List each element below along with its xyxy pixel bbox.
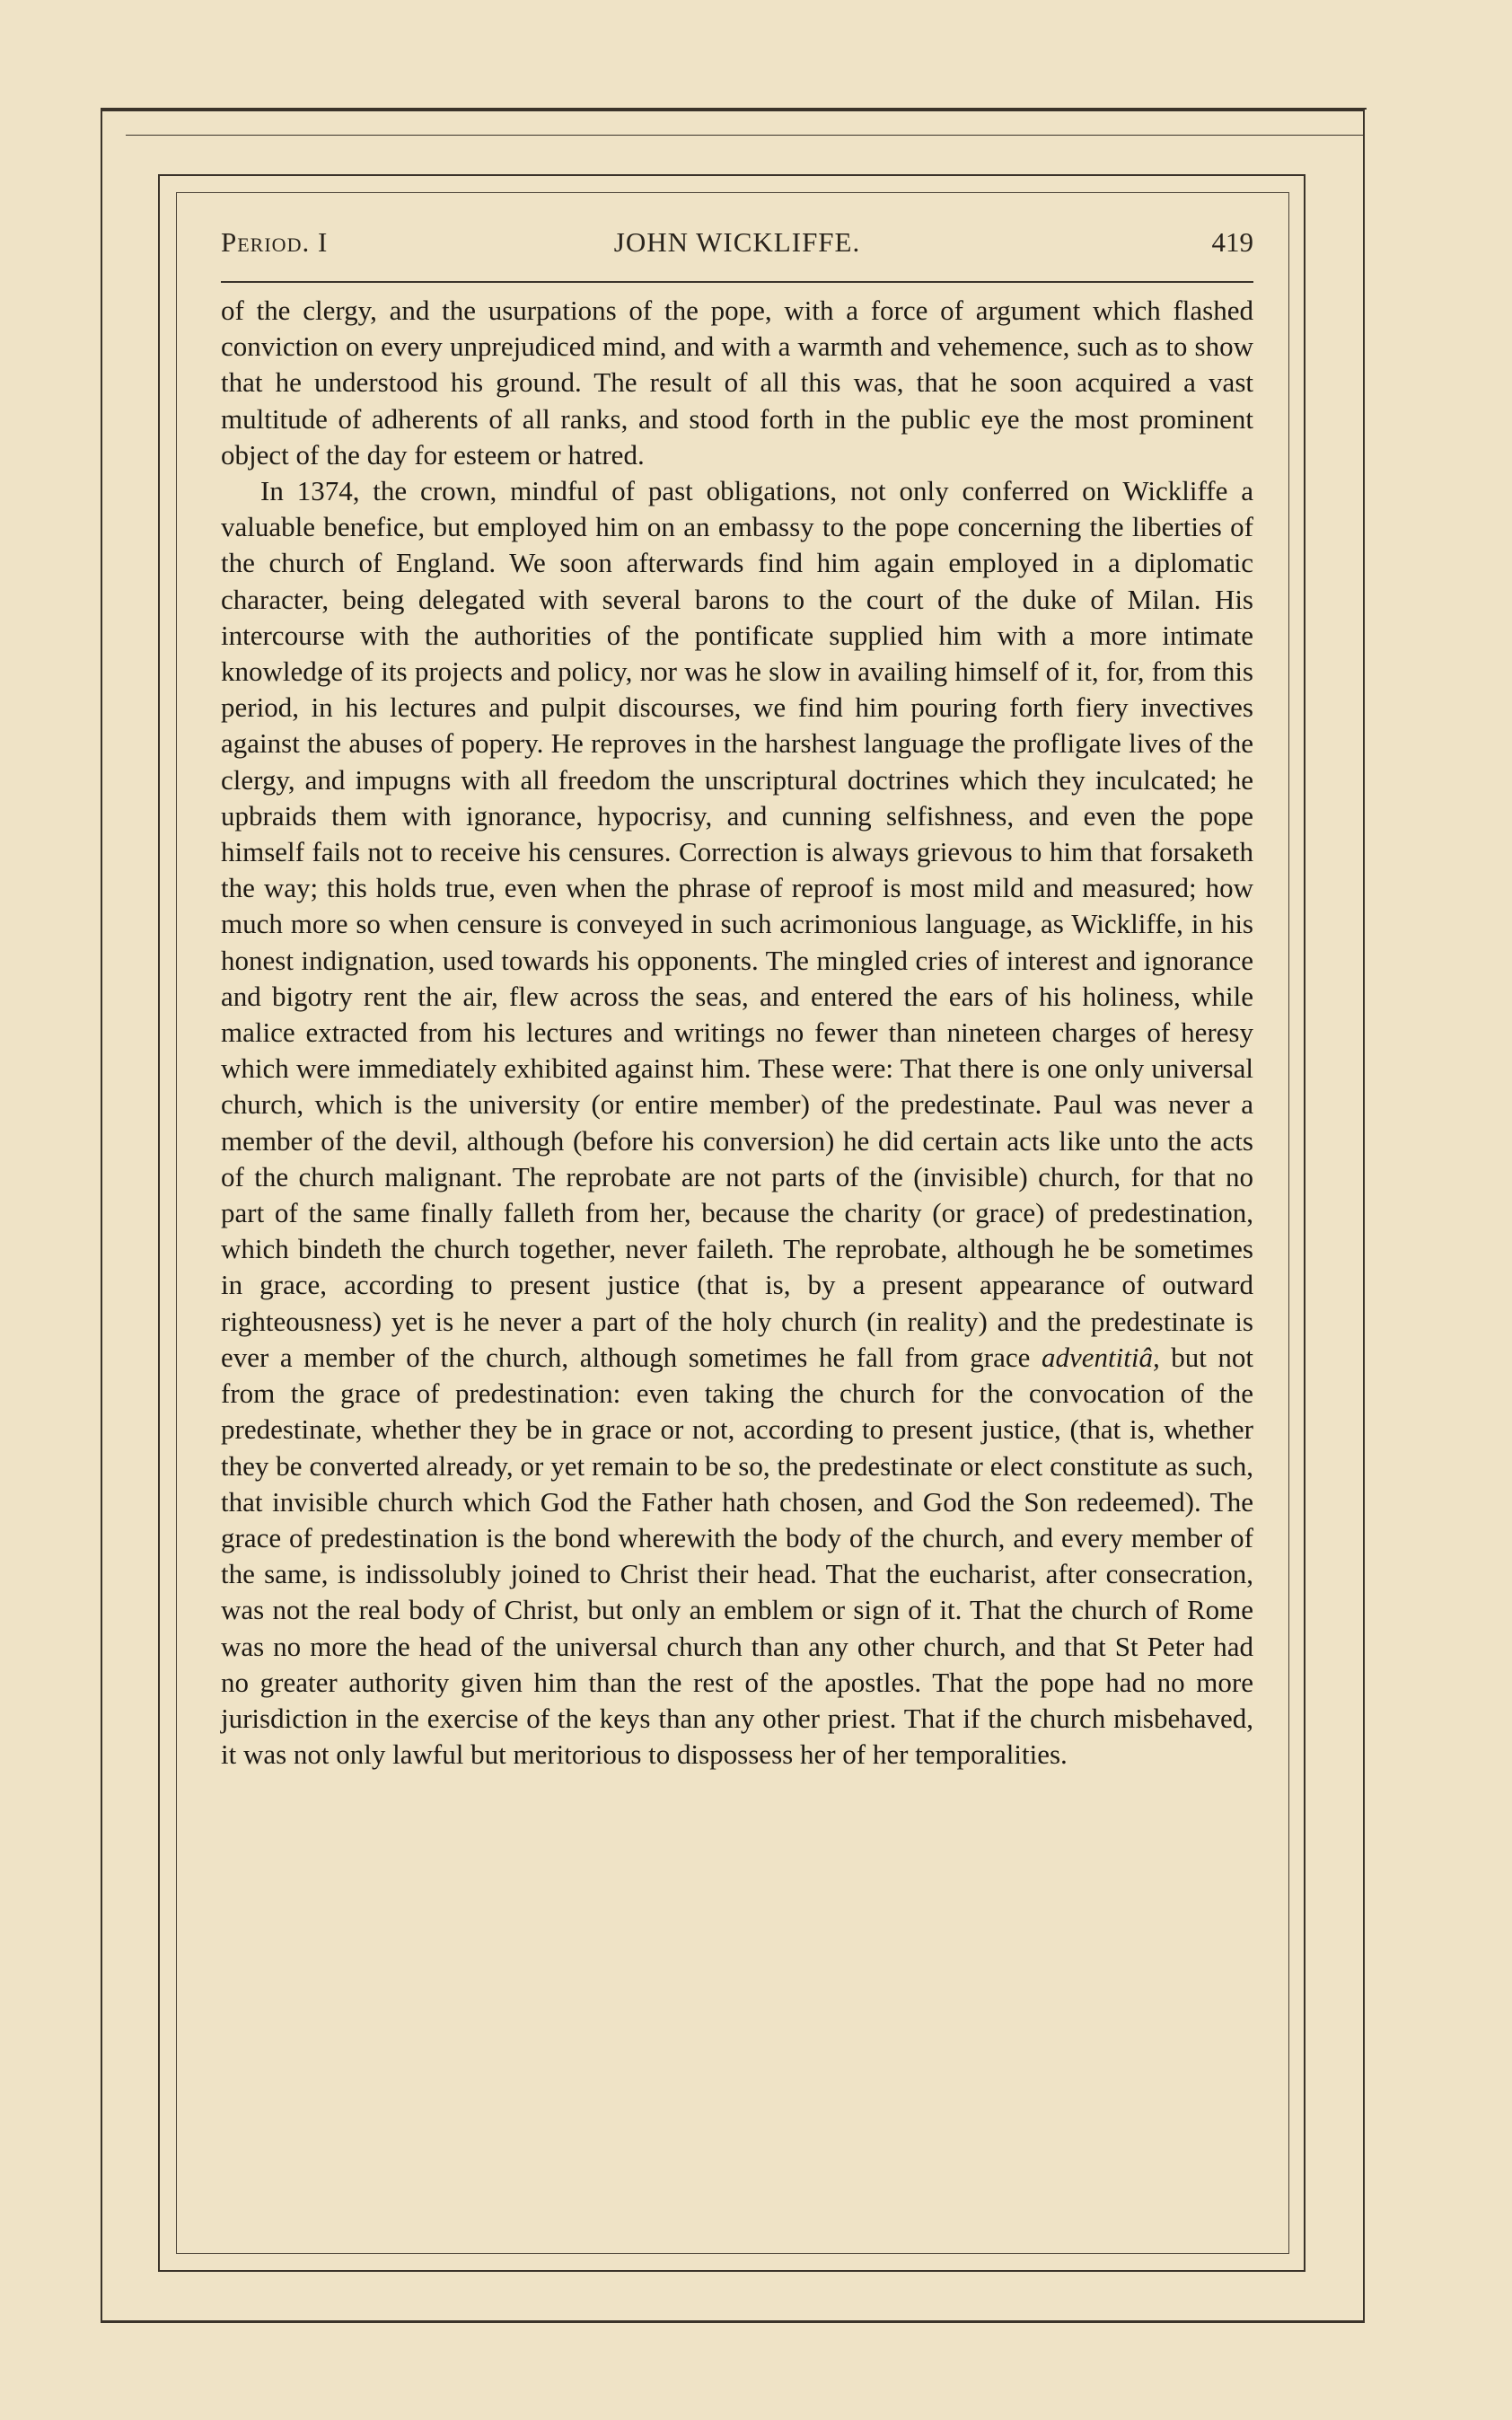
- paragraph-2: [221, 473, 1253, 1773]
- body-text: [221, 293, 1253, 1773]
- header-rule: [221, 281, 1253, 283]
- running-header: [221, 223, 1253, 262]
- paragraph-2-part-1: In 1374, the crown, mindful of past obligations, not only conferred on Wickliffe a valuable benefice, but employed him on an embassy to the pope concerning the liberties of the church of England. We soon afterwards find him again employed in a diplomatic character, being delegated with several barons to the court of the duke of Milan. His intercourse with the authorities of the pontificate supplied him with a more intimate knowledge of its projects and policy, nor was he slow in availing himself of it, for, from this period, in his lectures and pulpit discourses, we find him pouring forth fiery invectives against the abuses of popery. He reproves in the harshest language the profligate lives of the clergy, and impugns with all freedom the unscriptural doctrines which they inculcated; he upbraids them with ignorance, hypocrisy, and cunning selfishness, and even the pope himself fails not to receive his censures. Correction is always grievous to him that forsaketh the way; this holds true, even when the phrase of reproof is most mild and measured; how much more so when censure is conveyed in such acrimonious language, as Wickliffe, in his honest indignation, used towards his opponents. The mingled cries of interest and ignorance and bigotry rent the air, flew across the seas, and entered the ears of his holiness, while malice extracted from his lectures and writings no fewer than nineteen charges of heresy which were immediately exhibited against him. These were: That there is one only universal church, which is the university (or entire member) of the predestinate. Paul was never a member of the devil, although (before his conversion) he did certain acts like unto the acts of the church malignant. The reprobate are not parts of the (invisible) church, for that no part of the same finally falleth from her, because the charity (or grace) of predestination, which bindeth the church together, never faileth. The reprobate, although he be sometimes in grace, according to present justice (that is, by a present appearance of outward righteousness) yet is he never a part of the holy church (in reality) and the predestinate is ever a member of the church, although sometimes he fall from grace: [221, 475, 1253, 1373]
- italic-phrase: adventitiâ,: [1041, 1341, 1160, 1373]
- period-label: Period. I: [221, 226, 329, 258]
- page-number: 419: [1211, 226, 1253, 258]
- paragraph-1: of the clergy, and the usurpations of the pope, with a force of argument which flashed conviction on every unprejudiced mind, and with a warmth and vehemence, such as to show that he understood his ground. The result of all this was, that he soon acquired a vast multitude of adherents of all ranks, and stood forth in the public eye the most prominent object of the day for esteem or hatred.: [221, 295, 1253, 471]
- paragraph-2-part-2: but not from the grace of predestination: even taking the church for the convocation of the predestinate, whether they be in grace or not, according to present justice, (that is, whether they be converted already, or yet remain to be so, the predestinate or elect constitute as such, that invisible church which God the Father hath chosen, and God the Son redeemed). The grace of predestination is the bond wherewith the body of the church, and every member of the same, is indissolubly joined to Christ their head. That the eucharist, after consecration, was not the real body of Christ, but only an emblem or sign of it. That the church of Rome was no more the head of the universal church than any other church, and that St Peter had no greater authority given him than the rest of the apostles. That the pope had no more jurisdiction in the exercise of the keys than any other priest. That if the church misbehaved, it was not only lawful but meritorious to dispossess her of her temporalities.: [221, 1341, 1254, 1771]
- running-title: JOHN WICKLIFFE.: [613, 226, 861, 258]
